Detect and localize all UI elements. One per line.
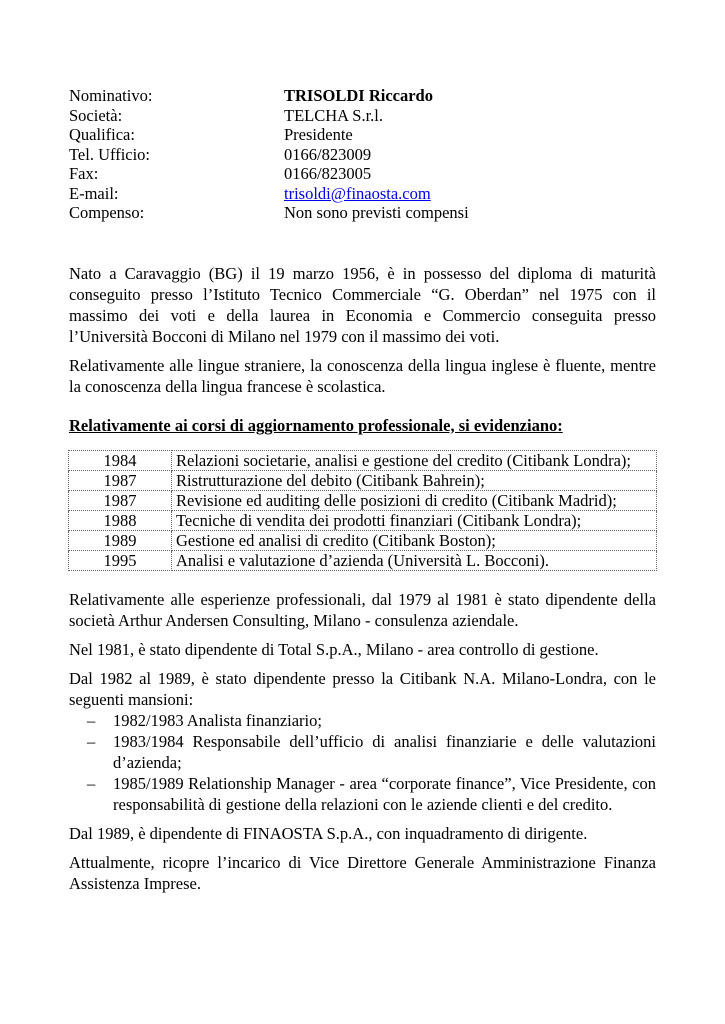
courses-heading-colon: : <box>557 415 563 435</box>
list-item <box>69 710 656 731</box>
roles-list <box>69 710 656 815</box>
role-text: 1982/1983 Analista finanziario; <box>113 710 322 730</box>
courses-table <box>68 450 657 571</box>
course-year: 1987 <box>69 470 172 490</box>
dash-bullet: – <box>87 710 96 730</box>
document-page <box>69 86 656 894</box>
course-year: 1987 <box>69 490 172 510</box>
courses-heading-text: Relativamente ai corsi di aggiornamento professionale, si evidenziano <box>69 415 558 435</box>
course-description: Gestione ed analisi di credito (Citibank Boston); <box>172 530 657 550</box>
experience-paragraph-1: Relativamente alle esperienze professionali, dal 1979 al 1981 è stato dipendente della società Arthur Andersen Consulting, Milano - consulenza aziendale. <box>69 589 656 630</box>
role-text: 1983/1984 Responsabile dell’ufficio di analisi finanziarie e delle valutazioni d’azienda; <box>113 731 656 772</box>
info-label-email: E-mail: <box>69 183 119 203</box>
table-row <box>69 470 657 490</box>
list-item <box>69 731 656 773</box>
info-value-phone: 0166/823009 <box>284 144 372 164</box>
experience-paragraph-2: Nel 1981, è stato dipendente di Total S.p.A., Milano - area controllo di gestione. <box>69 639 599 659</box>
course-description: Revisione ed auditing delle posizioni di credito (Citibank Madrid); <box>172 490 657 510</box>
course-description: Ristrutturazione del debito (Citibank Bahrein); <box>172 470 657 490</box>
table-row <box>69 530 657 550</box>
table-row <box>69 550 657 570</box>
course-year: 1988 <box>69 510 172 530</box>
info-value-compensation: Non sono previsti compensi <box>284 203 469 222</box>
table-row <box>69 450 657 470</box>
course-description: Tecniche di vendita dei prodotti finanziari (Citibank Londra); <box>172 510 657 530</box>
courses-heading <box>69 415 656 436</box>
course-year: 1989 <box>69 530 172 550</box>
info-value-role: Presidente <box>284 125 353 144</box>
info-label-name: Nominativo: <box>69 86 153 105</box>
info-value-name: TRISOLDI Riccardo <box>284 86 433 105</box>
table-row <box>69 510 657 530</box>
experience-paragraph-3: Dal 1982 al 1989, è stato dipendente presso la Citibank N.A. Milano-Londra, con le seguenti mansioni: <box>69 668 656 709</box>
experience-paragraph-5: Attualmente, ricopre l’incarico di Vice Direttore Generale Amministrazione Finanza Assistenza Imprese. <box>69 852 656 893</box>
dash-bullet: – <box>87 773 96 793</box>
bio-paragraph: Nato a Caravaggio (BG) il 19 marzo 1956, è in possesso del diploma di maturità conseguito presso l’Istituto Tecnico Commerciale “G. Oberdan” nel 1975 con il massimo dei voti e della laurea in Economia e Commercio conseguita presso l’Università Bocconi di Milano nel 1979 con il massimo dei voti. <box>69 263 656 346</box>
table-row <box>69 490 657 510</box>
list-item <box>69 773 656 815</box>
personal-info <box>69 86 656 223</box>
experience-paragraph-4: Dal 1989, è dipendente di FINAOSTA S.p.A., con inquadramento di dirigente. <box>69 823 588 843</box>
info-value-fax: 0166/823005 <box>284 164 372 183</box>
course-description: Relazioni societarie, analisi e gestione del credito (Citibank Londra); <box>172 450 657 470</box>
info-label-phone: Tel. Ufficio: <box>69 144 151 164</box>
course-description: Analisi e valutazione d’azienda (Università L. Bocconi). <box>172 550 657 570</box>
info-label-company: Società: <box>69 105 123 125</box>
course-year: 1995 <box>69 550 172 570</box>
role-text: 1985/1989 Relationship Manager - area “corporate finance”, Vice Presidente, con responsabilità di gestione della relazioni con le aziende clienti e del credito. <box>113 773 656 814</box>
info-value-company: TELCHA S.r.l. <box>284 105 384 125</box>
course-year: 1984 <box>69 450 172 470</box>
email-link[interactable]: trisoldi@finaosta.com <box>284 183 431 203</box>
languages-paragraph: Relativamente alle lingue straniere, la conoscenza della lingua inglese è fluente, mentre la conoscenza della lingua francese è scolastica. <box>69 355 656 396</box>
info-label-fax: Fax: <box>69 164 99 183</box>
info-label-role: Qualifica: <box>69 125 135 144</box>
dash-bullet: – <box>87 731 96 751</box>
info-label-compensation: Compenso: <box>69 203 145 222</box>
